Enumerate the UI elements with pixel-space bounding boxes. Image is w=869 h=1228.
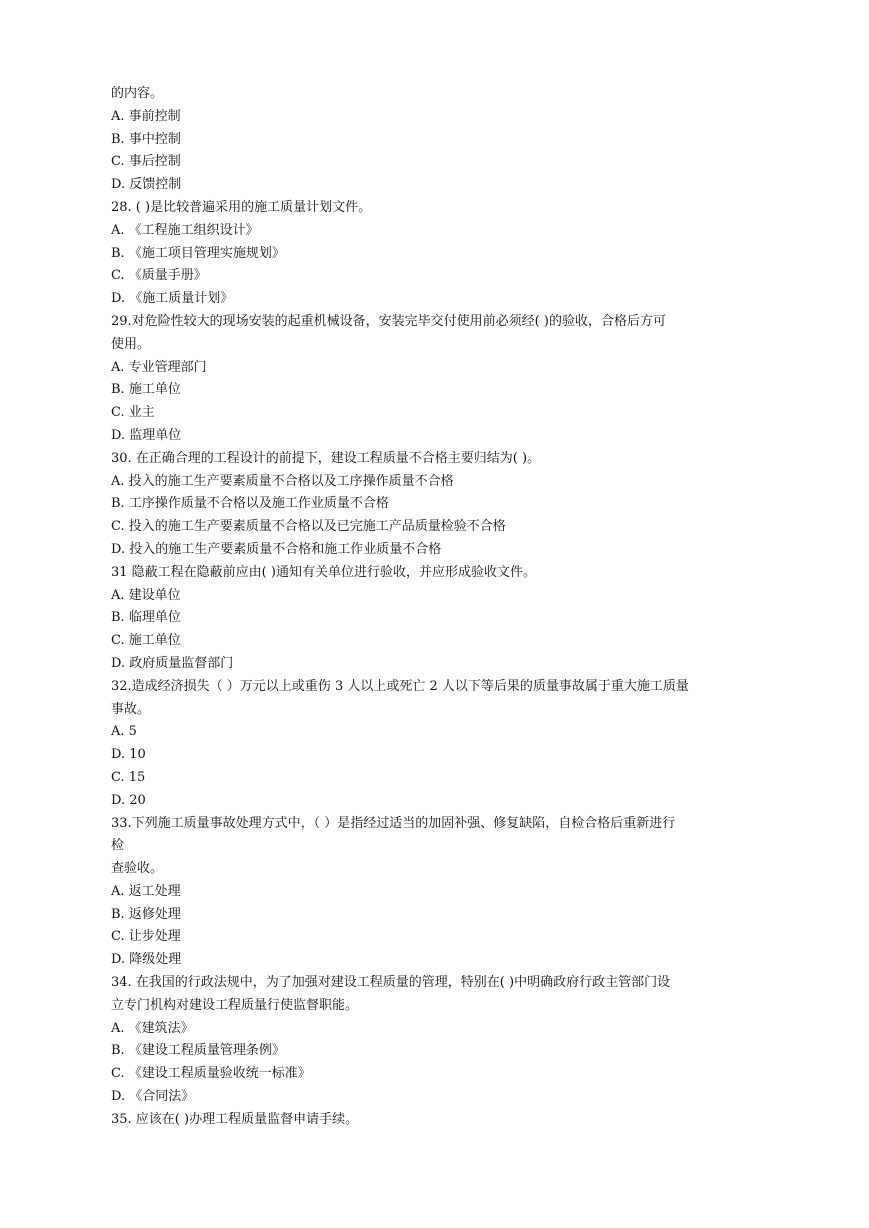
text-line: C. 业主 (111, 405, 155, 421)
text-line: B. 工序操作质量不合格以及施工作业质量不合格 (111, 496, 389, 512)
text-line: 33.下列施工质量事故处理方式中，（ ）是指经过适当的加固补强、修复缺陷，自检合格后重新进行 (111, 815, 676, 831)
text-line: 检 (111, 838, 125, 854)
text-line: 立专门机构对建设工程质量行使监督职能。 (111, 997, 359, 1013)
text-line: C. 施工单位 (111, 633, 181, 649)
text-line: B. 返修处理 (111, 906, 181, 922)
text-line: 34. 在我国的行政法规中，为了加强对建设工程质量的管理，特别在( )中明确政府行政主管部门设 (111, 975, 671, 991)
document-body (111, 83, 791, 1132)
text-line: C. 事后控制 (111, 154, 181, 170)
text-line: D. 《合同法》 (111, 1089, 195, 1105)
text-line: B. 《施工项目管理实施规划》 (111, 245, 285, 261)
text-line: D. 降级处理 (111, 952, 182, 968)
text-line: 30. 在正确合理的工程设计的前提下，建设工程质量不合格主要归结为( )。 (111, 450, 541, 466)
text-line: 31 隐蔽工程在隐蔽前应由( )通知有关单位进行验收，并应形成验收文件。 (111, 564, 536, 580)
text-line: C. 15 (111, 769, 146, 785)
text-line: B. 临理单位 (111, 610, 181, 626)
text-line: A. 投入的施工生产要素质量不合格以及工序操作质量不合格 (111, 473, 454, 489)
text-line: 使用。 (111, 336, 151, 352)
text-line: C. 投入的施工生产要素质量不合格以及已完施工产品质量检验不合格 (111, 519, 506, 535)
text-line: A. 建设单位 (111, 587, 181, 603)
text-line: B. 施工单位 (111, 382, 181, 398)
text-line: C. 《质量手册》 (111, 268, 207, 284)
text-line: D. 政府质量监督部门 (111, 655, 234, 671)
text-line: A. 5 (111, 724, 137, 740)
text-line: 29.对危险性较大的现场安装的起重机械设备，安装完毕交付使用前必须经( )的验收，合格后方可 (111, 313, 666, 329)
text-line: D. 《施工质量计划》 (111, 291, 234, 307)
text-line: 28. ( )是比较普遍采用的施工质量计划文件。 (111, 199, 372, 215)
text-line: A. 《建筑法》 (111, 1020, 194, 1036)
text-line: A. 专业管理部门 (111, 359, 207, 375)
text-line: B. 事中控制 (111, 131, 181, 147)
text-line: D. 10 (111, 747, 146, 763)
text-line: C. 《建设工程质量验收统一标准》 (111, 1066, 311, 1082)
text-line: 查验收。 (111, 861, 164, 877)
text-line: 的内容。 (111, 86, 164, 101)
text-line: A. 《工程施工组织设计》 (111, 222, 259, 238)
text-line: 事故。 (111, 701, 151, 717)
text-line: C. 让步处理 (111, 929, 181, 945)
text-line: B. 《建设工程质量管理条例》 (111, 1043, 285, 1059)
text-line: D. 监理单位 (111, 427, 182, 443)
text-line: D. 反馈控制 (111, 177, 182, 193)
text-line: A. 返工处理 (111, 883, 181, 899)
text-line: A. 事前控制 (111, 108, 181, 124)
text-line: D. 投入的施工生产要素质量不合格和施工作业质量不合格 (111, 541, 442, 557)
text-line: 32.造成经济损失（ ）万元以上或重伤 3 人以上或死亡 2 人以下等后果的质量事故属于重大施工质量 (111, 678, 689, 694)
text-line: 35. 应该在( )办理工程质量监督申请手续。 (111, 1111, 359, 1127)
text-line: D. 20 (111, 792, 146, 808)
